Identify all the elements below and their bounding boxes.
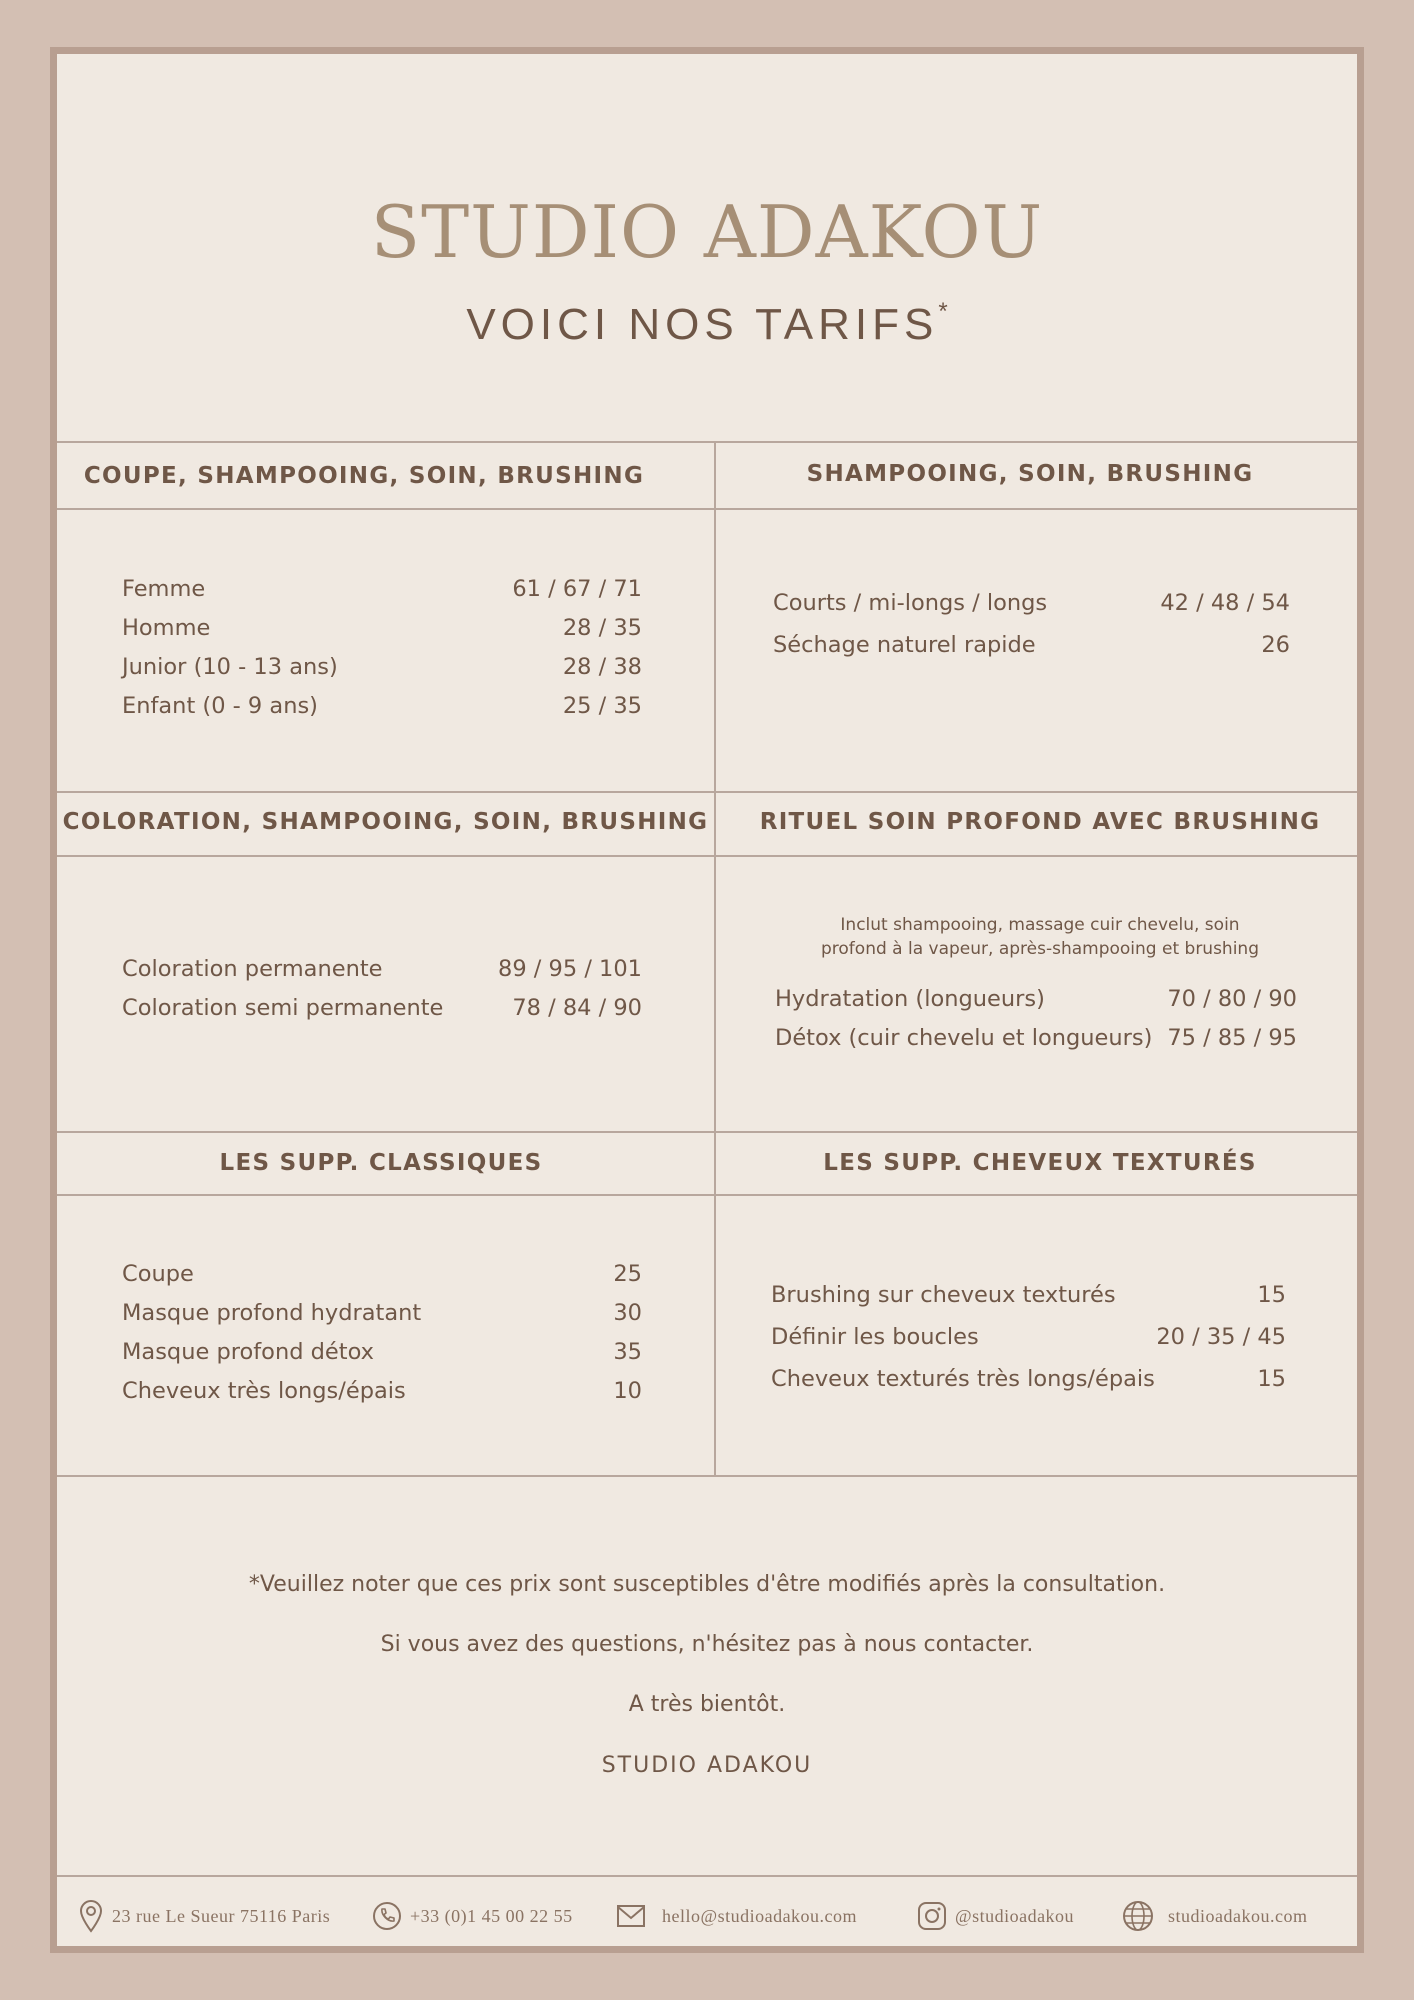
- column-divider: [714, 443, 716, 1476]
- phone-icon: [372, 1901, 402, 1931]
- list-item: [122, 956, 642, 995]
- service-price: 30: [613, 1300, 642, 1326]
- section-title-coloration: COLORATION, SHAMPOOING, SOIN, BRUSHING: [62, 809, 709, 835]
- divider: [57, 1194, 1357, 1196]
- email-item: [616, 1903, 857, 1929]
- list-item: [775, 1025, 1297, 1064]
- service-price: 35: [613, 1339, 642, 1365]
- list-item: [773, 590, 1290, 632]
- section-title-coupe: COUPE, SHAMPOOING, SOIN, BRUSHING: [83, 463, 645, 489]
- list-item: [122, 995, 642, 1034]
- service-price: 89 / 95 / 101: [498, 956, 642, 982]
- service-price: 28 / 35: [562, 615, 642, 641]
- divider: [57, 508, 1357, 510]
- note-line: Inclut shampooing, massage cuir chevelu, soin: [840, 915, 1240, 935]
- farewell-text: A très bientôt.: [628, 1692, 786, 1717]
- service-label: Séchage naturel rapide: [773, 632, 1036, 658]
- address-text: 23 rue Le Sueur 75116 Paris: [112, 1905, 331, 1926]
- note-line: profond à la vapeur, après-shampooing et brushing: [821, 939, 1259, 959]
- service-price: 42 / 48 / 54: [1160, 590, 1290, 616]
- service-price: 25 / 35: [562, 693, 642, 719]
- divider: [57, 855, 1357, 857]
- service-label: Femme: [122, 576, 206, 602]
- service-label: Coloration semi permanente: [122, 995, 444, 1021]
- section-title-supp-classiques: LES SUPP. CLASSIQUES: [219, 1150, 543, 1176]
- divider: [57, 791, 1357, 793]
- service-price: 10: [613, 1378, 642, 1404]
- service-label: Homme: [122, 615, 211, 641]
- divider: [57, 1475, 1357, 1477]
- divider: [57, 441, 1357, 443]
- instagram-text[interactable]: @studioadakou: [955, 1905, 1075, 1926]
- list-item: [773, 632, 1290, 674]
- service-label: Cheveux très longs/épais: [122, 1378, 406, 1404]
- price-list-coloration: [122, 956, 642, 1034]
- price-list-rituel: [775, 986, 1297, 1064]
- service-label: Masque profond détox: [122, 1339, 374, 1365]
- service-label: Masque profond hydratant: [122, 1300, 422, 1326]
- service-label: Définir les boucles: [771, 1324, 979, 1350]
- page-title: [0, 298, 1414, 349]
- brand-logo: STUDIO ADAKOU: [370, 190, 1044, 274]
- service-label: Brushing sur cheveux texturés: [771, 1282, 1116, 1308]
- price-list-supp-classiques: [122, 1261, 642, 1417]
- service-price: 15: [1257, 1366, 1286, 1392]
- service-label: Courts / mi-longs / longs: [773, 590, 1048, 616]
- list-item: [122, 1261, 642, 1300]
- website-item: [1122, 1900, 1307, 1932]
- service-price: 25: [613, 1261, 642, 1287]
- service-price: 26: [1261, 632, 1290, 658]
- service-label: Hydratation (longueurs): [775, 986, 1045, 1012]
- list-item: [122, 576, 642, 615]
- service-price: 78 / 84 / 90: [512, 995, 642, 1021]
- section-note: [795, 913, 1285, 961]
- list-item: [122, 1339, 642, 1378]
- service-label: Junior (10 - 13 ans): [122, 654, 338, 680]
- service-label: Détox (cuir chevelu et longueurs): [775, 1025, 1153, 1051]
- section-title-shampooing: SHAMPOOING, SOIN, BRUSHING: [806, 461, 1254, 487]
- address-item: [78, 1899, 330, 1933]
- list-item: [775, 986, 1297, 1025]
- service-label: Coloration permanente: [122, 956, 383, 982]
- phone-item: [372, 1901, 573, 1931]
- section-title-supp-textures: LES SUPP. CHEVEUX TEXTURÉS: [823, 1150, 1257, 1176]
- instagram-item: [917, 1901, 1074, 1931]
- list-item: [122, 693, 642, 732]
- disclaimer-text: *Veuillez noter que ces prix sont susceptibles d'être modifiés après la consultation.: [248, 1572, 1166, 1597]
- service-label: Coupe: [122, 1261, 194, 1287]
- list-item: [122, 654, 642, 693]
- service-label: Cheveux texturés très longs/épais: [771, 1366, 1155, 1392]
- page-title-text: VOICI NOS TARIFS: [466, 300, 939, 349]
- service-price: 20 / 35 / 45: [1156, 1324, 1286, 1350]
- divider: [57, 1131, 1357, 1133]
- service-price: 28 / 38: [562, 654, 642, 680]
- globe-icon: [1122, 1900, 1154, 1932]
- location-pin-icon: [78, 1899, 104, 1933]
- contact-footer: [72, 1898, 1342, 1934]
- signature-text: STUDIO ADAKOU: [601, 1753, 813, 1778]
- service-label: Enfant (0 - 9 ans): [122, 693, 318, 719]
- list-item: [771, 1366, 1286, 1408]
- questions-text: Si vous avez des questions, n'hésitez pas à nous contacter.: [380, 1632, 1034, 1657]
- page-title-asterisk: *: [938, 298, 948, 326]
- price-list-shampooing: [773, 590, 1290, 674]
- list-item: [771, 1282, 1286, 1324]
- section-title-rituel: RITUEL SOIN PROFOND AVEC BRUSHING: [759, 809, 1321, 835]
- list-item: [771, 1324, 1286, 1366]
- service-price: 15: [1257, 1282, 1286, 1308]
- list-item: [122, 1378, 642, 1417]
- service-price: 61 / 67 / 71: [512, 576, 642, 602]
- service-price: 75 / 85 / 95: [1167, 1025, 1297, 1051]
- divider: [57, 1875, 1357, 1877]
- list-item: [122, 1300, 642, 1339]
- phone-text[interactable]: +33 (0)1 45 00 22 55: [410, 1905, 573, 1926]
- mail-icon: [616, 1903, 646, 1929]
- website-text[interactable]: studioadakou.com: [1168, 1905, 1308, 1926]
- instagram-icon: [917, 1901, 947, 1931]
- price-list-supp-textures: [771, 1282, 1286, 1408]
- email-text[interactable]: hello@studioadakou.com: [662, 1905, 858, 1926]
- price-list-coupe: [122, 576, 642, 732]
- list-item: [122, 615, 642, 654]
- service-price: 70 / 80 / 90: [1167, 986, 1297, 1012]
